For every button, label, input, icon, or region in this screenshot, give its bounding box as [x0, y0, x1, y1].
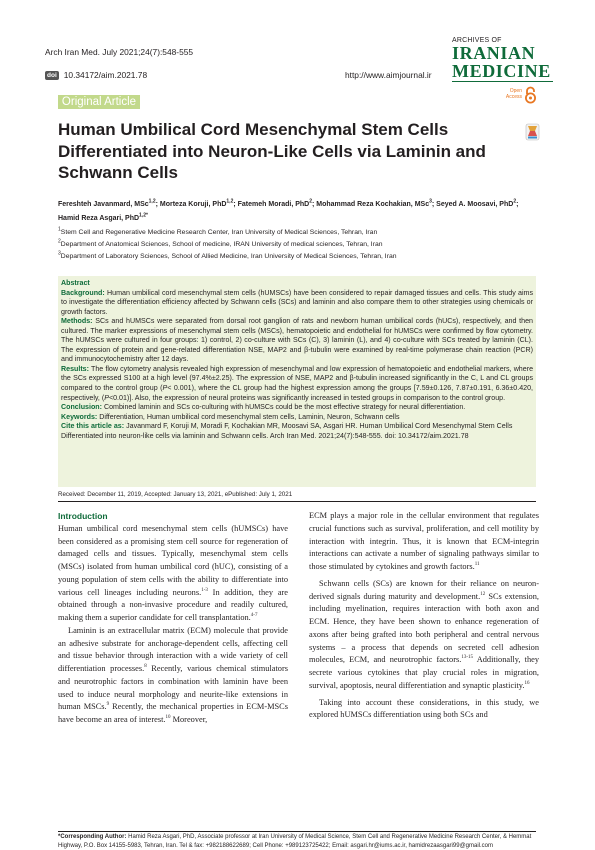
- article-title: Human Umbilical Cord Mesenchymal Stem Cells Differentiated into Neuron-Like Cells via Laminin and Schwann Cells: [58, 120, 486, 182]
- author-name: Fatemeh Moradi, PhD: [237, 201, 310, 208]
- footnote-divider: [58, 831, 536, 832]
- journal-logo-line2: IRANIAN: [452, 43, 536, 63]
- introduction-heading: Introduction: [58, 511, 108, 521]
- corresponding-author-footnote: *Corresponding Author: Hamid Reza Asgari, PhD, Associate professor at Iran University of Medical Science, Stem Cell and Regenerative Medicine Research Center, & Hemmat Highway, P.O. Box 14155-5983, Tehran, Iran. Tel & fax: +982188622689; Cell Phone: +989123725422; Email: asgari.hr@iums.ac.ir, hamidrezaasgari99@gmail.com: [58, 834, 532, 849]
- paragraph: Taking into account these considerations, in this study, we explored hUMSCs differentiation using both SCs and: [309, 697, 539, 720]
- abstract-background: Background: Human umbilical cord mesenchymal stem cells (hUMSCs) have been considered to repair damaged tissues and cells. This study aims to investigate the differentiation efficiency affected by Schwann cells (SCs) and laminin and also compare them to other strategies using chemicals or growth factors.: [61, 288, 533, 316]
- paragraph: Laminin is an extracellular matrix (ECM) molecule that provide an adhesive substrate for anchorage-dependent cells, affecting cell and tissue behavior through interaction with a wide variety of cell differentiation processes.$^8$ Recently, various chemical stimulators and neurotrophic factors in combination with laminin have been used to induce neural morphology and neurite-like extensions in human MSCs.$^9$ Recently, the mechanical properties in ECM-MSCs have become an area of interest.$^{10}$ Moreover,: [58, 625, 288, 724]
- abstract-keywords: Keywords: Differentiation, Human umbilical cord mesenchymal stem cells, Laminin, Neuron, Schwann cells: [61, 412, 400, 421]
- abstract-methods: Methods: SCs and hUMSCs were separated from dorsal root ganglion of rats and newborn human umbilical cords (hUCs), respectively, and then cultured. The marker expressions of mesenchymal stem cells (MSCs), hematopoietic and endothelial for hUMSCs were confirmed by flow cytometry. The hUMSCs were cultured in four groups: 1) control, 2) co-culture with SCs (C), 3) laminin (L), and 4) co-culture with SCs treated by laminin (CL). The expression of protein and gene-related differentiation NSE, MAP2 and β-tubulin were examined by real-time polymerase chain reaction (PCR) and immunocytochemistry after 12 days.: [61, 317, 533, 364]
- crossmark-icon[interactable]: [525, 123, 540, 141]
- doi-row: [45, 70, 147, 80]
- author-name: Morteza Koruji, PhD: [159, 201, 227, 208]
- abstract-citation: Cite this article as: Javanmard F, Koruji M, Moradi F, Kochakian MR, Moosavi SA, Asgari HR. Human Umbilical Cord Mesenchymal Stem Cells Differentiated into neuron-like cells via laminin and Schwann cells. Arch Iran Med. 2021;24(7):548-555. doi: 10.34172/aim.2021.78: [61, 422, 513, 440]
- section-divider: [58, 501, 536, 502]
- author-name: Hamid Reza Asgari, PhD: [58, 214, 140, 222]
- paragraph: Human umbilical cord mesenchymal stem cells (hUMSCs) have been considered as a promising stem cell source for regeneration of damaged cells and tissues. Typically, mesenchymal stem cells (MSCs) isolated from human umbilical cord (hUC), consisting of a young population of stem cells with the ability to differentiate into various cell lineages including neurons.$^{1-3}$ In addition, they are obtained through a non-invasive procedure and readily cultured, making them a superior candidate for cell transplantation.$^{4-7}$: [58, 523, 289, 622]
- journal-logo-line3: MEDICINE: [452, 61, 551, 81]
- journal-logo-line1: ARCHIVES OF: [452, 37, 502, 44]
- author-name: Fereshteh Javanmard, MSc: [58, 201, 149, 208]
- abstract-heading: Abstract: [61, 279, 90, 287]
- abstract-results: Results: The flow cytometry analysis revealed high expression of mesenchymal and low expression of hematopoietic and endothelial markers, where the SCs expressed S100 at a high level (97.4%±2.25). The expression of NSE, MAP2 and β-tubulin increased significantly in the C, L and CL groups compared to the control group (P< 0.001), where the CL group had the highest expression among the groups [7.59±0.126, 7.87±0.191, 6.36±0.420, respectively, (P<0.01)]. Also, the expression of neural proteins was significantly increased in tested groups in comparison to the control group.: [61, 364, 534, 402]
- article-type-badge: Original Article: [58, 95, 140, 109]
- doi-link[interactable]: 10.34172/aim.2021.78: [63, 70, 148, 80]
- open-access-icon: [524, 86, 537, 104]
- abstract-box: [58, 276, 536, 487]
- affiliation-3: $^3$Department of Laboratory Sciences, School of Allied Medicine, Iran University of Medical Sciences, Tehran, Iran: [58, 250, 397, 260]
- doi-icon: doi: [47, 71, 57, 79]
- paragraph: Schwann cells (SCs) are known for their reliance on neuron-derived signals during maturity and development.$^{12}$ SCs extension, including myelination, requires interaction with both axon and ECM. Hence, they have been shown to enhance regeneration of axons after being grafted into both peripheral and central nervous systems – a process that depends on secreted cell adhesion molecules, ECM, and neurotrophic factors.$^{13-15}$ Additionally, they secrete various cytokines that play crucial roles in migration, survival, apoptosis, neural differentiation and synaptic plasticity.$^{16}$: [309, 578, 539, 690]
- logo-divider: [452, 81, 553, 82]
- abstract-conclusion: Conclusion: Combined laminin and SCs co-culturing with hUMSCs could be the most effective strategy for neural differentiation.: [61, 403, 466, 412]
- author-name: Seyed A. Moosavi, PhD: [436, 201, 514, 208]
- body-column-right: [309, 510, 539, 722]
- body-column-left: [58, 510, 288, 727]
- open-access-label: Open Access: [505, 88, 522, 100]
- affiliation-1: $^1$Stem Cell and Regenerative Medicine Research Center, Iran University of Medical Sciences, Tehran, Iran: [58, 226, 378, 236]
- journal-reference: Arch Iran Med. July 2021;24(7):548-555: [45, 47, 194, 57]
- author-name: Mohammad Reza Kochakian, MSc: [316, 201, 430, 208]
- author-list: Fereshteh Javanmard, MSc$^{1,2}$; Morteza Koruji, PhD$^{1,2}$; Fatemeh Moradi, PhD$^2$; Mohammad Reza Kochakian, MSc$^3$; Seyed A. Moosavi, PhD$^2$; Hamid Reza Asgari, PhD$^{1,2*}$: [58, 198, 519, 222]
- journal-url[interactable]: http://www.aimjournal.ir: [345, 70, 432, 80]
- affiliation-2: $^2$Department of Anatomical Sciences, School of medicine, IRAN University of medical sciences, Tehran, Iran: [58, 238, 383, 248]
- publication-dates: Received: December 11, 2019, Accepted: January 13, 2021, ePublished: July 1, 2021: [58, 491, 293, 498]
- paragraph: ECM plays a major role in the cellular environment that regulates crucial functions such as survival, proliferation, and cell motility by interaction with integrin. Thus, it is known that ECM-integrin interactions can activate a number of signaling pathways similar to those stimulated by cytokines and growth factors.$^{11}$: [309, 511, 539, 571]
